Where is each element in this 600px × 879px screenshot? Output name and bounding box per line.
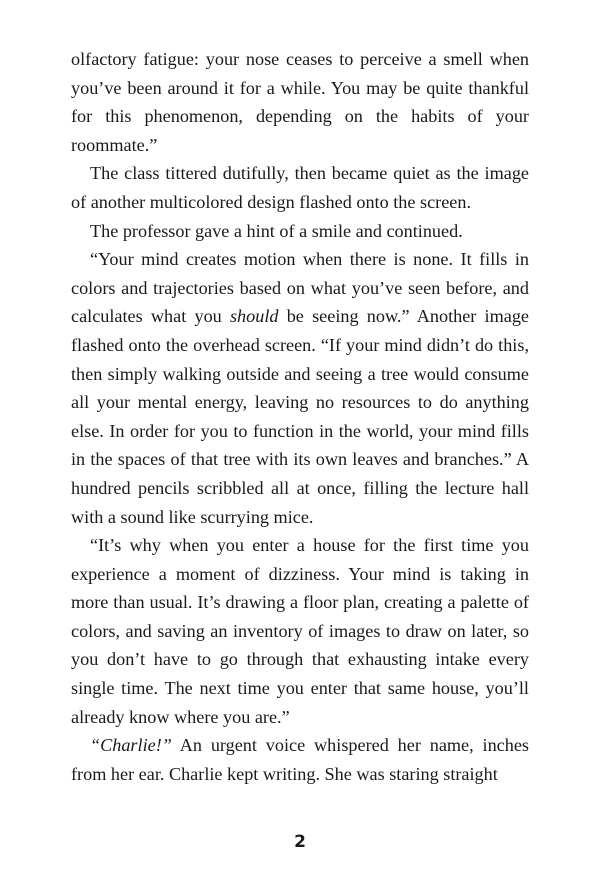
paragraph-2 [71, 159, 529, 216]
paragraph-5 [71, 531, 529, 731]
paragraph-1-text: olfactory fatigue: your nose ceases to perceive a smell when you’ve been around it for a while. You may be quite thankful for this phenomenon, depending on the habits of your roommate.” [71, 49, 529, 155]
paragraph-4-text-b: be seeing now.” Another image flashed onto the overhead screen. “If your mind didn’t do this, then simply walking outside and seeing a tree would consume all your mental energy, leaving no resources to do anything else. In order for you to function in the world, your mind fills in the spaces of that tree with its own leaves and branches.” A hundred pencils scribbled all at once, filling the lecture hall with a sound like scurrying mice. [71, 306, 529, 527]
body-text [71, 45, 529, 788]
paragraph-6-text: An urgent voice whispered her name, inches from her ear. Charlie kept writing. She was staring straight [71, 735, 529, 784]
paragraph-1 [71, 45, 529, 159]
paragraph-6-emphasis: “Charlie!” [90, 735, 172, 756]
paragraph-3 [71, 217, 529, 246]
paragraph-5-text: “It’s why when you enter a house for the first time you experience a moment of dizziness. Your mind is taking in more than usual. It’s drawing a floor plan, creating a palette of colors, and saving an inventory of images to draw on later, so you don’t have to go through that exhausting intake every single time. The next time you enter that same house, you’ll already know where you are.” [71, 535, 529, 727]
paragraph-4-emphasis: should [229, 306, 279, 327]
paragraph-2-text: The class tittered dutifully, then became quiet as the image of another multicolored design flashed onto the screen. [71, 163, 529, 212]
paragraph-4-text-a: “Your mind creates motion when there is none. It fills in colors and trajectories based on what you’ve seen before, and calculates what you [71, 249, 529, 327]
page-number: 2 [294, 832, 306, 852]
paragraph-3-text: The professor gave a hint of a smile and continued. [90, 220, 463, 241]
paragraph-4 [71, 245, 529, 531]
paragraph-6 [71, 731, 529, 788]
